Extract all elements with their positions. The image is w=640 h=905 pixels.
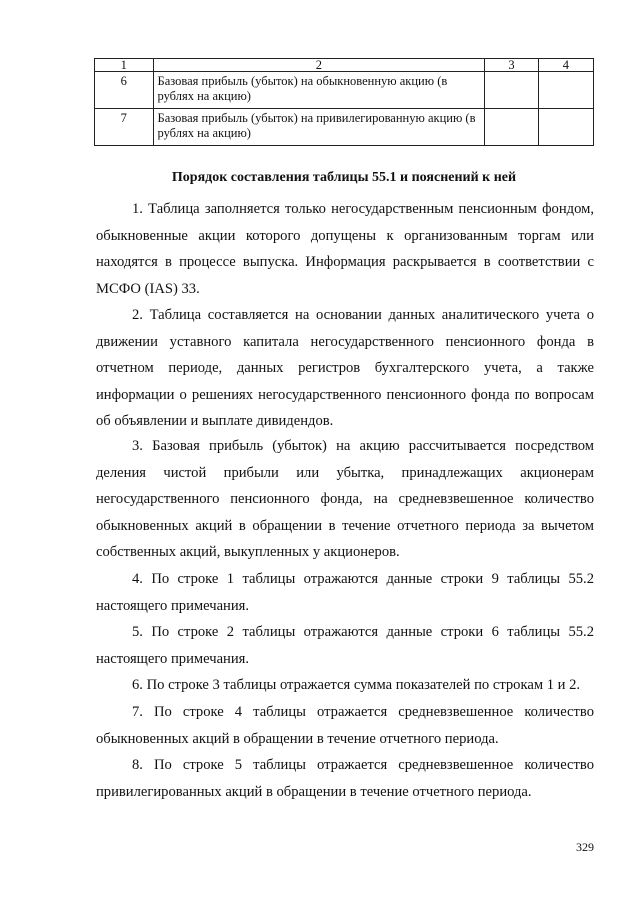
- row-label: Базовая прибыль (убыток) на привилегированную акцию (в рублях на акцию): [153, 109, 485, 146]
- table-row: [95, 109, 594, 146]
- table-header-cell: 2: [153, 59, 485, 72]
- row-value-col3: [485, 72, 538, 109]
- paragraph-5: 5. По строке 2 таблицы отражаются данные строки 6 таблицы 55.2 настоящего примечания.: [96, 624, 594, 667]
- paragraph-4: 4. По строке 1 таблицы отражаются данные строки 9 таблицы 55.2 настоящего примечания.: [96, 571, 594, 614]
- row-value-col4: [538, 109, 593, 146]
- row-number: 6: [95, 72, 154, 109]
- row-value-col3: [485, 109, 538, 146]
- table-row: [95, 72, 594, 109]
- row-value-col4: [538, 72, 593, 109]
- paragraph-1: 1. Таблица заполняется только негосударственным пенсионным фондом, обыкновенные акции которого допущены к организованным торгам или находятся в процессе выпуска. Информация раскрывается в соответствии с МСФО (IAS) 33.: [96, 201, 594, 297]
- row-label: Базовая прибыль (убыток) на обыкновенную акцию (в рублях на акцию): [153, 72, 485, 109]
- table-header-cell: 4: [538, 59, 593, 72]
- paragraph-6: 6. По строке 3 таблицы отражается сумма показателей по строкам 1 и 2.: [132, 677, 581, 693]
- page-number: 329: [576, 840, 594, 854]
- paragraph-2: 2. Таблица составляется на основании данных аналитического учета о движении уставного капитала негосударственного пенсионного фонда в отчетном периоде, данных регистров бухгалтерского учета, а также информации о решениях негосударственного пенсионного фонда по вопросам об объявлении и выплате дивидендов.: [96, 307, 594, 429]
- data-table: [94, 58, 594, 146]
- paragraph-7: 7. По строке 4 таблицы отражается средневзвешенное количество обыкновенных акций в обращении в течение отчетного периода.: [96, 704, 594, 747]
- row-number: 7: [95, 109, 154, 146]
- paragraph-3: 3. Базовая прибыль (убыток) на акцию рассчитывается посредством деления чистой прибыли или убытка, принадлежащих акционерам негосударственного пенсионного фонда, на средневзвешенное количество обыкновенных акций в обращении в течение отчетного периода за вычетом собственных акций, выкупленных у акционеров.: [96, 438, 594, 560]
- table-header-row: [95, 59, 594, 72]
- table-header-cell: 1: [95, 59, 154, 72]
- table-header-cell: 3: [485, 59, 538, 72]
- paragraph-8: 8. По строке 5 таблицы отражается средневзвешенное количество привилегированных акций в обращении в течение отчетного периода.: [96, 757, 594, 800]
- section-title: Порядок составления таблицы 55.1 и пояснений к ней: [171, 170, 517, 185]
